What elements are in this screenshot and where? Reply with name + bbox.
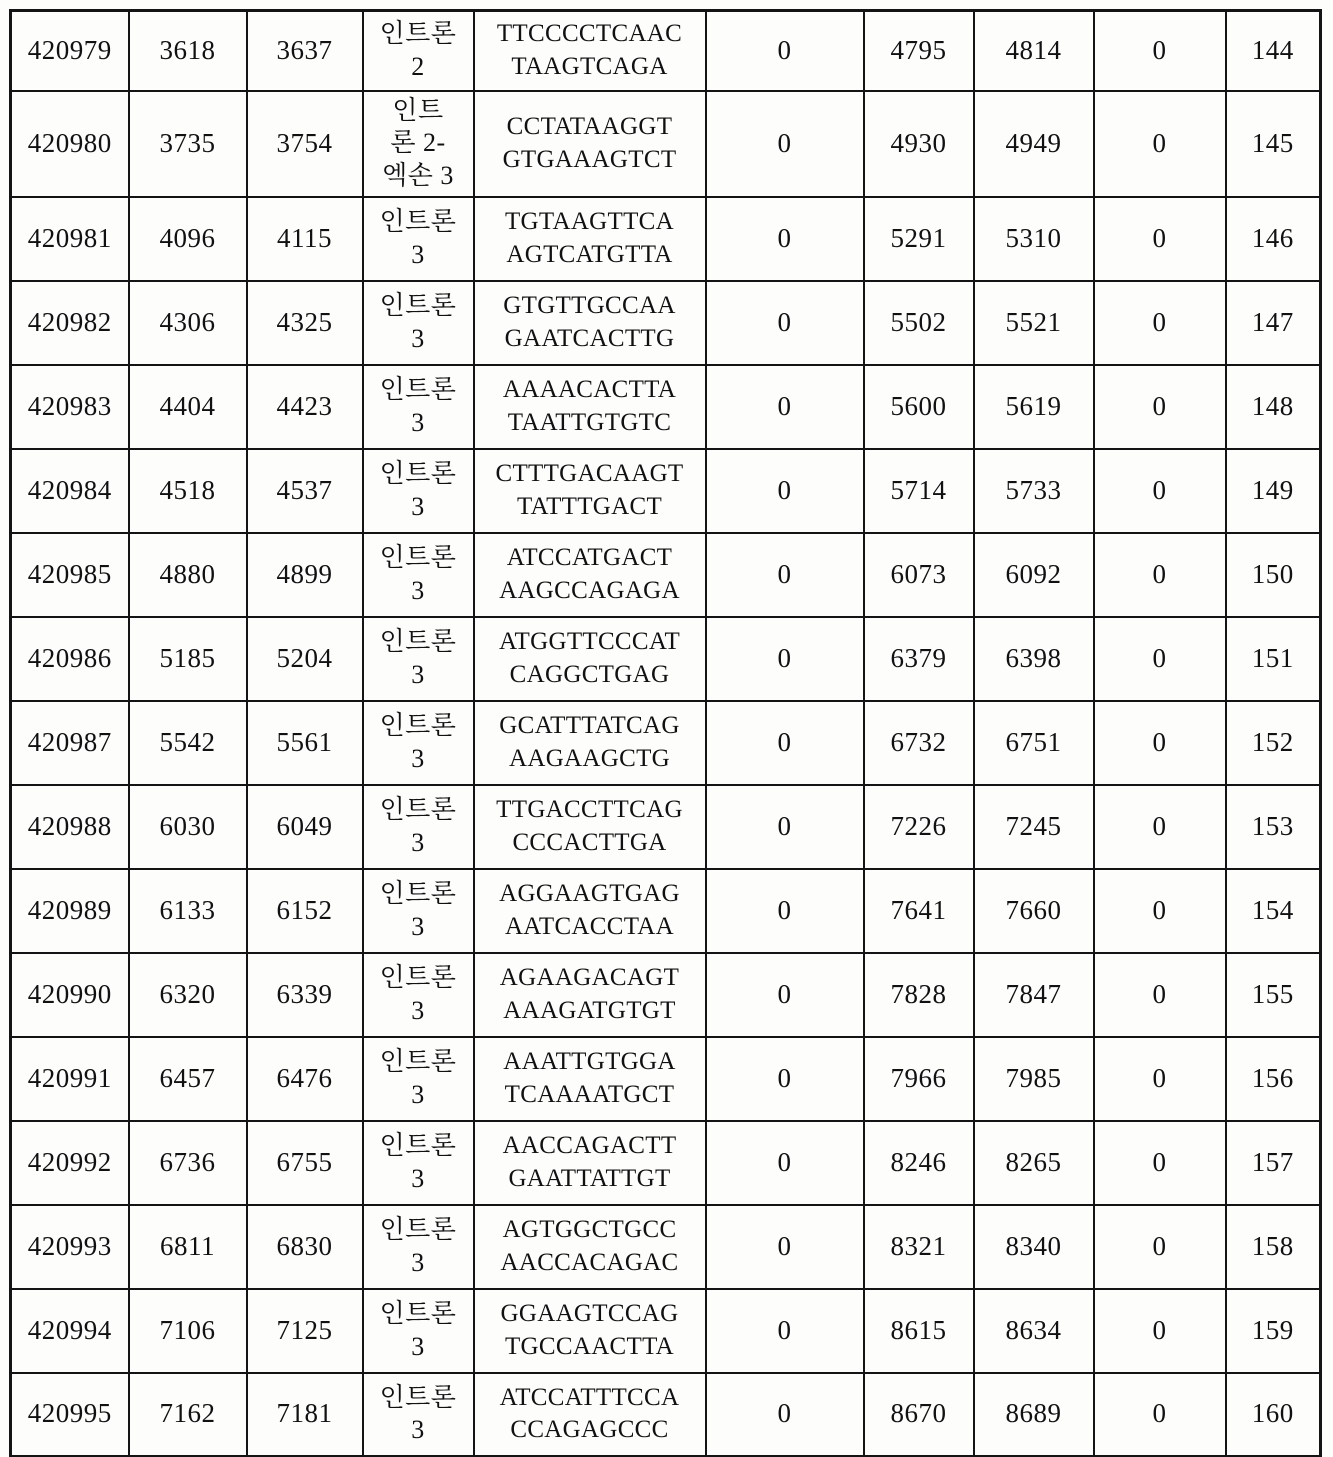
region-line: 3 bbox=[411, 407, 425, 437]
cell-sequence bbox=[474, 449, 706, 533]
cell-zero_b: 0 bbox=[1094, 11, 1226, 91]
cell-id: 420980 bbox=[11, 91, 129, 197]
region-line: 인트론 bbox=[379, 207, 457, 236]
cell-match_end: 5521 bbox=[974, 281, 1094, 365]
table-row bbox=[11, 785, 1321, 869]
sequence-line: TATTTGACT bbox=[516, 492, 663, 520]
cell-end: 6476 bbox=[247, 1037, 363, 1121]
cell-region bbox=[363, 533, 474, 617]
cell-sequence bbox=[474, 617, 706, 701]
sequence-line: AAGCCAGAGA bbox=[499, 576, 680, 604]
cell-id: 420985 bbox=[11, 533, 129, 617]
cell-match_start: 6073 bbox=[864, 533, 974, 617]
sequence-line: CCCACTTGA bbox=[512, 828, 667, 856]
region-line: 엑손 3 bbox=[382, 160, 454, 190]
cell-seq_no: 155 bbox=[1226, 953, 1321, 1037]
cell-zero_a: 0 bbox=[706, 953, 864, 1037]
cell-sequence bbox=[474, 785, 706, 869]
cell-zero_a: 0 bbox=[706, 91, 864, 197]
cell-region bbox=[363, 197, 474, 281]
cell-sequence bbox=[474, 365, 706, 449]
cell-seq_no: 154 bbox=[1226, 869, 1321, 953]
cell-match_start: 4930 bbox=[864, 91, 974, 197]
cell-zero_b: 0 bbox=[1094, 701, 1226, 785]
cell-zero_b: 0 bbox=[1094, 449, 1226, 533]
cell-match_start: 5600 bbox=[864, 365, 974, 449]
sequence-line: CCTATAAGGT bbox=[506, 113, 673, 140]
cell-match_start: 8246 bbox=[864, 1121, 974, 1205]
cell-id: 420986 bbox=[11, 617, 129, 701]
cell-match_end: 6092 bbox=[974, 533, 1094, 617]
cell-id: 420982 bbox=[11, 281, 129, 365]
cell-start: 4518 bbox=[129, 449, 247, 533]
cell-region bbox=[363, 1289, 474, 1373]
cell-zero_a: 0 bbox=[706, 365, 864, 449]
cell-start: 6457 bbox=[129, 1037, 247, 1121]
cell-sequence bbox=[474, 281, 706, 365]
cell-start: 3735 bbox=[129, 91, 247, 197]
region-line: 3 bbox=[411, 659, 425, 689]
table-row bbox=[11, 533, 1321, 617]
cell-sequence bbox=[474, 1289, 706, 1373]
cell-end: 6049 bbox=[247, 785, 363, 869]
cell-match_start: 8615 bbox=[864, 1289, 974, 1373]
cell-zero_b: 0 bbox=[1094, 197, 1226, 281]
sequence-line: TCAAAATGCT bbox=[504, 1080, 675, 1108]
cell-end: 4325 bbox=[247, 281, 363, 365]
cell-zero_a: 0 bbox=[706, 617, 864, 701]
cell-sequence bbox=[474, 1037, 706, 1121]
region-line: 3 bbox=[411, 1247, 425, 1277]
cell-zero_b: 0 bbox=[1094, 617, 1226, 701]
sequence-line: CTTTGACAAGT bbox=[495, 460, 684, 487]
table-row bbox=[11, 869, 1321, 953]
cell-seq_no: 152 bbox=[1226, 701, 1321, 785]
cell-seq_no: 146 bbox=[1226, 197, 1321, 281]
table-row bbox=[11, 701, 1321, 785]
cell-zero_b: 0 bbox=[1094, 533, 1226, 617]
cell-end: 4423 bbox=[247, 365, 363, 449]
sequence-line: AGGAAGTGAG bbox=[499, 880, 680, 907]
cell-region bbox=[363, 953, 474, 1037]
cell-sequence bbox=[474, 533, 706, 617]
cell-sequence bbox=[474, 953, 706, 1037]
cell-end: 6152 bbox=[247, 869, 363, 953]
region-line: 인트론 bbox=[379, 375, 457, 404]
table-row bbox=[11, 1373, 1321, 1457]
sequence-line: GTGAAAGTCT bbox=[502, 145, 677, 173]
cell-zero_b: 0 bbox=[1094, 281, 1226, 365]
sequence-line: ATGGTTCCCAT bbox=[498, 628, 681, 655]
region-line: 3 bbox=[411, 995, 425, 1025]
cell-zero_b: 0 bbox=[1094, 785, 1226, 869]
cell-match_end: 8340 bbox=[974, 1205, 1094, 1289]
cell-region bbox=[363, 869, 474, 953]
cell-match_end: 4949 bbox=[974, 91, 1094, 197]
cell-zero_a: 0 bbox=[706, 1121, 864, 1205]
cell-zero_b: 0 bbox=[1094, 1037, 1226, 1121]
cell-start: 3618 bbox=[129, 11, 247, 91]
cell-seq_no: 160 bbox=[1226, 1373, 1321, 1457]
sequence-line: GAATCACTTG bbox=[504, 324, 675, 352]
table-row bbox=[11, 953, 1321, 1037]
cell-zero_b: 0 bbox=[1094, 365, 1226, 449]
cell-zero_a: 0 bbox=[706, 281, 864, 365]
cell-start: 6736 bbox=[129, 1121, 247, 1205]
cell-start: 4880 bbox=[129, 533, 247, 617]
cell-region bbox=[363, 1037, 474, 1121]
cell-match_end: 7660 bbox=[974, 869, 1094, 953]
cell-seq_no: 156 bbox=[1226, 1037, 1321, 1121]
table-row bbox=[11, 91, 1321, 197]
cell-start: 4306 bbox=[129, 281, 247, 365]
cell-match_end: 7985 bbox=[974, 1037, 1094, 1121]
sequence-line: TGCCAACTTA bbox=[504, 1332, 675, 1360]
cell-zero_b: 0 bbox=[1094, 869, 1226, 953]
region-line: 인트론 bbox=[379, 711, 457, 740]
cell-match_end: 7847 bbox=[974, 953, 1094, 1037]
sequence-line: AGTGGCTGCC bbox=[502, 1216, 677, 1243]
cell-zero_a: 0 bbox=[706, 197, 864, 281]
cell-match_start: 8670 bbox=[864, 1373, 974, 1457]
cell-match_start: 5291 bbox=[864, 197, 974, 281]
sequence-line: ATCCATGACT bbox=[506, 544, 673, 571]
cell-end: 3637 bbox=[247, 11, 363, 91]
sequence-line: AAATTGTGGA bbox=[503, 1048, 676, 1075]
cell-start: 7106 bbox=[129, 1289, 247, 1373]
cell-region bbox=[363, 701, 474, 785]
cell-zero_b: 0 bbox=[1094, 91, 1226, 197]
cell-match_start: 7641 bbox=[864, 869, 974, 953]
table-row bbox=[11, 281, 1321, 365]
cell-end: 7181 bbox=[247, 1373, 363, 1457]
cell-id: 420995 bbox=[11, 1373, 129, 1457]
cell-end: 4115 bbox=[247, 197, 363, 281]
region-line: 3 bbox=[411, 827, 425, 857]
cell-sequence bbox=[474, 1205, 706, 1289]
cell-match_start: 6732 bbox=[864, 701, 974, 785]
cell-match_end: 7245 bbox=[974, 785, 1094, 869]
cell-seq_no: 159 bbox=[1226, 1289, 1321, 1373]
sequence-line: AAGAAGCTG bbox=[508, 744, 671, 772]
cell-zero_a: 0 bbox=[706, 701, 864, 785]
table-body bbox=[11, 11, 1321, 1457]
cell-match_end: 8634 bbox=[974, 1289, 1094, 1373]
cell-match_start: 7828 bbox=[864, 953, 974, 1037]
cell-zero_a: 0 bbox=[706, 1037, 864, 1121]
cell-seq_no: 148 bbox=[1226, 365, 1321, 449]
cell-zero_a: 0 bbox=[706, 1289, 864, 1373]
cell-start: 6030 bbox=[129, 785, 247, 869]
cell-sequence bbox=[474, 1373, 706, 1457]
region-line: 인트론 bbox=[379, 795, 457, 824]
cell-match_start: 4795 bbox=[864, 11, 974, 91]
sequence-line: CAGGCTGAG bbox=[509, 660, 670, 688]
region-line: 인트 bbox=[392, 95, 444, 125]
cell-id: 420981 bbox=[11, 197, 129, 281]
table-row bbox=[11, 197, 1321, 281]
sequence-line: TAATTGTGTC bbox=[507, 408, 672, 436]
cell-zero_b: 0 bbox=[1094, 1205, 1226, 1289]
cell-match_end: 8265 bbox=[974, 1121, 1094, 1205]
cell-id: 420979 bbox=[11, 11, 129, 91]
table-row bbox=[11, 449, 1321, 533]
cell-end: 7125 bbox=[247, 1289, 363, 1373]
cell-seq_no: 153 bbox=[1226, 785, 1321, 869]
cell-start: 5542 bbox=[129, 701, 247, 785]
sequence-line: AGTCATGTTA bbox=[506, 240, 673, 268]
region-line: 인트론 bbox=[379, 459, 457, 488]
region-line: 인트론 bbox=[379, 543, 457, 572]
sequence-line: AAAACACTTA bbox=[502, 376, 677, 403]
table-row bbox=[11, 1289, 1321, 1373]
sequence-line: AATCACCTAA bbox=[504, 912, 675, 940]
region-line: 3 bbox=[411, 1331, 425, 1361]
region-line: 인트론 bbox=[379, 1047, 457, 1076]
table-row bbox=[11, 11, 1321, 91]
region-line: 3 bbox=[411, 1163, 425, 1193]
region-line: 3 bbox=[411, 239, 425, 269]
cell-seq_no: 144 bbox=[1226, 11, 1321, 91]
sequence-table bbox=[9, 9, 1322, 1457]
cell-region bbox=[363, 11, 474, 91]
cell-start: 6811 bbox=[129, 1205, 247, 1289]
cell-id: 420994 bbox=[11, 1289, 129, 1373]
sequence-line: GGAAGTCCAG bbox=[500, 1300, 679, 1327]
region-line: 3 bbox=[411, 323, 425, 353]
cell-end: 6339 bbox=[247, 953, 363, 1037]
cell-region bbox=[363, 1205, 474, 1289]
region-line: 인트론 bbox=[379, 879, 457, 908]
region-line: 인트론 bbox=[379, 19, 457, 49]
cell-sequence bbox=[474, 1121, 706, 1205]
cell-id: 420993 bbox=[11, 1205, 129, 1289]
region-line: 인트론 bbox=[379, 627, 457, 656]
cell-zero_b: 0 bbox=[1094, 1289, 1226, 1373]
cell-match_end: 5310 bbox=[974, 197, 1094, 281]
sequence-line: AACCACAGAC bbox=[500, 1248, 679, 1276]
cell-seq_no: 147 bbox=[1226, 281, 1321, 365]
cell-region bbox=[363, 1373, 474, 1457]
cell-zero_a: 0 bbox=[706, 533, 864, 617]
cell-end: 6755 bbox=[247, 1121, 363, 1205]
cell-id: 420992 bbox=[11, 1121, 129, 1205]
table-row bbox=[11, 1037, 1321, 1121]
table-row bbox=[11, 365, 1321, 449]
region-line: 3 bbox=[411, 491, 425, 521]
cell-match_start: 7226 bbox=[864, 785, 974, 869]
sequence-line: AACCAGACTT bbox=[502, 1132, 677, 1159]
cell-start: 6320 bbox=[129, 953, 247, 1037]
cell-start: 4096 bbox=[129, 197, 247, 281]
cell-region bbox=[363, 785, 474, 869]
cell-region bbox=[363, 281, 474, 365]
cell-sequence bbox=[474, 91, 706, 197]
cell-match_end: 6751 bbox=[974, 701, 1094, 785]
sequence-line: GAATTATTGT bbox=[508, 1164, 671, 1192]
sequence-line: AGAAGACAGT bbox=[499, 964, 680, 991]
region-line: 3 bbox=[411, 1415, 425, 1445]
region-line: 론 2- bbox=[390, 128, 446, 158]
cell-match_end: 8689 bbox=[974, 1373, 1094, 1457]
sequence-line: CCAGAGCCC bbox=[510, 1416, 669, 1444]
sequence-line: GTGTTGCCAA bbox=[503, 292, 676, 319]
region-line: 3 bbox=[411, 911, 425, 941]
cell-zero_a: 0 bbox=[706, 785, 864, 869]
cell-start: 5185 bbox=[129, 617, 247, 701]
sequence-line: TTGACCTTCAG bbox=[496, 796, 683, 823]
cell-match_start: 5502 bbox=[864, 281, 974, 365]
cell-end: 3754 bbox=[247, 91, 363, 197]
table-row bbox=[11, 617, 1321, 701]
region-line: 3 bbox=[411, 575, 425, 605]
cell-sequence bbox=[474, 869, 706, 953]
cell-zero_b: 0 bbox=[1094, 1121, 1226, 1205]
region-line: 3 bbox=[411, 743, 425, 773]
cell-id: 420988 bbox=[11, 785, 129, 869]
cell-zero_b: 0 bbox=[1094, 953, 1226, 1037]
cell-id: 420987 bbox=[11, 701, 129, 785]
region-line: 인트론 bbox=[379, 291, 457, 320]
cell-zero_a: 0 bbox=[706, 1373, 864, 1457]
sequence-line: ATCCATTTCCA bbox=[499, 1383, 680, 1411]
sequence-line: TGTAAGTTCA bbox=[504, 208, 675, 235]
cell-zero_b: 0 bbox=[1094, 1373, 1226, 1457]
cell-region bbox=[363, 91, 474, 197]
sequence-line: TAAGTCAGA bbox=[511, 52, 668, 80]
cell-match_start: 8321 bbox=[864, 1205, 974, 1289]
cell-seq_no: 149 bbox=[1226, 449, 1321, 533]
cell-id: 420983 bbox=[11, 365, 129, 449]
cell-sequence bbox=[474, 11, 706, 91]
cell-id: 420984 bbox=[11, 449, 129, 533]
cell-start: 6133 bbox=[129, 869, 247, 953]
cell-match_start: 5714 bbox=[864, 449, 974, 533]
cell-region bbox=[363, 365, 474, 449]
table-row bbox=[11, 1205, 1321, 1289]
cell-seq_no: 145 bbox=[1226, 91, 1321, 197]
region-line: 인트론 bbox=[379, 1131, 457, 1160]
sequence-line: AAAGATGTGT bbox=[503, 996, 676, 1024]
cell-seq_no: 150 bbox=[1226, 533, 1321, 617]
table-row bbox=[11, 1121, 1321, 1205]
sequence-line: GCATTTATCAG bbox=[499, 712, 680, 739]
region-line: 인트론 bbox=[379, 1299, 457, 1328]
cell-id: 420991 bbox=[11, 1037, 129, 1121]
cell-zero_a: 0 bbox=[706, 1205, 864, 1289]
cell-match_start: 6379 bbox=[864, 617, 974, 701]
region-line: 2 bbox=[411, 51, 425, 81]
cell-zero_a: 0 bbox=[706, 869, 864, 953]
cell-match_end: 4814 bbox=[974, 11, 1094, 91]
sequence-line: TTCCCCTCAAC bbox=[496, 20, 683, 48]
cell-match_end: 5619 bbox=[974, 365, 1094, 449]
region-line: 인트론 bbox=[379, 963, 457, 992]
cell-sequence bbox=[474, 701, 706, 785]
cell-region bbox=[363, 617, 474, 701]
cell-match_start: 7966 bbox=[864, 1037, 974, 1121]
cell-zero_a: 0 bbox=[706, 449, 864, 533]
cell-seq_no: 157 bbox=[1226, 1121, 1321, 1205]
cell-start: 4404 bbox=[129, 365, 247, 449]
cell-id: 420990 bbox=[11, 953, 129, 1037]
cell-sequence bbox=[474, 197, 706, 281]
cell-end: 4537 bbox=[247, 449, 363, 533]
cell-end: 5561 bbox=[247, 701, 363, 785]
region-line: 3 bbox=[411, 1079, 425, 1109]
cell-start: 7162 bbox=[129, 1373, 247, 1457]
cell-end: 5204 bbox=[247, 617, 363, 701]
cell-region bbox=[363, 1121, 474, 1205]
cell-end: 4899 bbox=[247, 533, 363, 617]
cell-zero_a: 0 bbox=[706, 11, 864, 91]
cell-end: 6830 bbox=[247, 1205, 363, 1289]
region-line: 인트론 bbox=[379, 1215, 457, 1244]
cell-seq_no: 151 bbox=[1226, 617, 1321, 701]
cell-region bbox=[363, 449, 474, 533]
cell-seq_no: 158 bbox=[1226, 1205, 1321, 1289]
cell-match_end: 6398 bbox=[974, 617, 1094, 701]
region-line: 인트론 bbox=[379, 1382, 457, 1412]
cell-id: 420989 bbox=[11, 869, 129, 953]
cell-match_end: 5733 bbox=[974, 449, 1094, 533]
